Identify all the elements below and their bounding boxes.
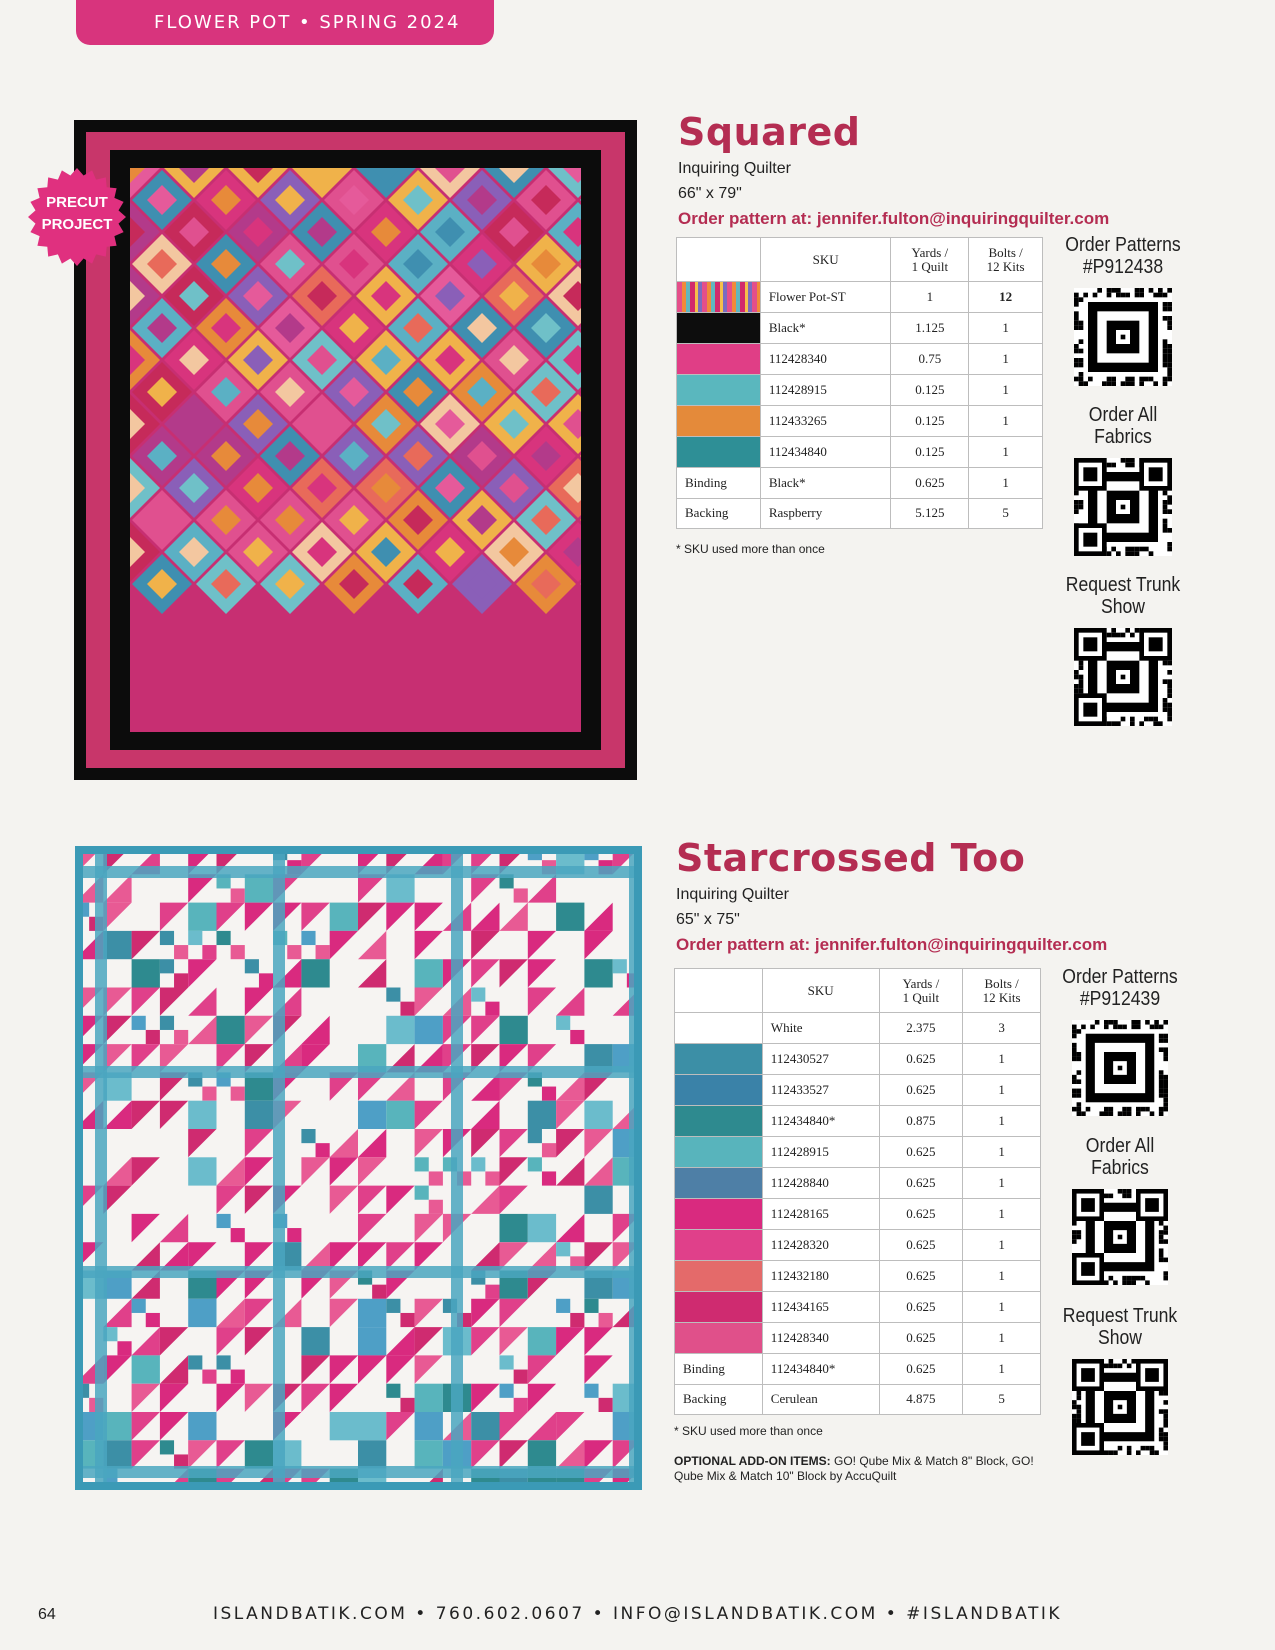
swatch-fill xyxy=(675,1323,762,1353)
bolts-cell: 1 xyxy=(969,313,1043,344)
header-yards: Yards / 1 Quilt xyxy=(891,238,969,282)
fabric-swatch xyxy=(675,1323,763,1354)
bolts-cell: 1 xyxy=(969,406,1043,437)
yards-cell: 2.375 xyxy=(879,1013,963,1044)
qr-trunk-show[interactable]: Request Trunk Show xyxy=(1050,1305,1190,1455)
table-row xyxy=(677,498,1043,529)
bolts-cell: 1 xyxy=(963,1354,1041,1385)
table-row xyxy=(675,1384,1041,1415)
table-row xyxy=(675,1013,1041,1044)
bolts-cell: 1 xyxy=(963,1230,1041,1261)
bolts-cell: 5 xyxy=(969,498,1043,529)
yards-cell: 0.625 xyxy=(879,1323,963,1354)
table-row xyxy=(675,1075,1041,1106)
qr-code-icon xyxy=(1072,1359,1168,1455)
addon-label: OPTIONAL ADD-ON ITEMS: xyxy=(674,1454,831,1468)
qr-code-icon xyxy=(1072,1020,1168,1116)
yards-cell: 0.125 xyxy=(891,437,969,468)
yards-cell: 0.625 xyxy=(879,1292,963,1323)
row-label: Binding xyxy=(677,468,761,499)
bolts-cell: 1 xyxy=(969,375,1043,406)
precut-project-badge xyxy=(28,168,126,266)
row-label: Binding xyxy=(675,1354,763,1385)
bolts-cell: 1 xyxy=(963,1075,1041,1106)
sku-cell: Black* xyxy=(760,468,891,499)
header-swatch xyxy=(677,238,761,282)
header-text: FLOWER POT • SPRING 2024 xyxy=(154,12,461,33)
swatch-fill xyxy=(675,1075,762,1105)
sku-cell: 112430527 xyxy=(762,1044,879,1075)
table-row xyxy=(677,313,1043,344)
bolts-cell: 1 xyxy=(963,1261,1041,1292)
fabric-swatch xyxy=(675,1168,763,1199)
swatch-fill xyxy=(677,313,760,343)
qr-code-icon xyxy=(1074,628,1172,726)
sku-cell: Black* xyxy=(760,313,891,344)
sku-cell: 112428340 xyxy=(762,1323,879,1354)
sku-cell: Flower Pot-ST xyxy=(760,282,891,313)
table-row xyxy=(675,1323,1041,1354)
addon-text: GO! Qube Mix & Match 8" Block, GO! Qube Mix & Match 10" Block by AccuQuilt xyxy=(674,1454,1034,1483)
project-title: Squared xyxy=(678,110,861,154)
header-bolts: Bolts / 12 Kits xyxy=(963,969,1041,1013)
bolts-cell: 1 xyxy=(969,344,1043,375)
sku-cell: 112434165 xyxy=(762,1292,879,1323)
fabric-table-squared xyxy=(676,237,1043,529)
table-row xyxy=(675,1230,1041,1261)
table-row xyxy=(677,282,1043,313)
yards-cell: 0.625 xyxy=(879,1168,963,1199)
fabric-swatch xyxy=(677,313,761,344)
header-sku: SKU xyxy=(762,969,879,1013)
yards-cell: 4.875 xyxy=(879,1384,963,1415)
fabric-swatch xyxy=(677,406,761,437)
fabric-swatch xyxy=(677,437,761,468)
yards-cell: 0.625 xyxy=(891,468,969,499)
swatch-fill xyxy=(677,282,760,312)
table-row xyxy=(675,1261,1041,1292)
project-designer: Inquiring Quilter xyxy=(676,886,789,903)
sku-cell: 112428340 xyxy=(760,344,891,375)
table-row xyxy=(675,1137,1041,1168)
bolts-cell: 1 xyxy=(963,1292,1041,1323)
row-label: Backing xyxy=(677,498,761,529)
swatch-fill xyxy=(677,406,760,436)
header-bolts: Bolts / 12 Kits xyxy=(969,238,1043,282)
qr-code-icon xyxy=(1074,458,1172,556)
swatch-fill xyxy=(675,1199,762,1229)
fabric-swatch xyxy=(675,1075,763,1106)
fabric-swatch xyxy=(675,1044,763,1075)
table-row xyxy=(675,1292,1041,1323)
squared-quilt-image xyxy=(74,120,637,780)
swatch-fill xyxy=(675,1261,762,1291)
project-size: 65" x 75" xyxy=(676,911,740,928)
bolts-cell: 1 xyxy=(963,1199,1041,1230)
project-size: 66" x 79" xyxy=(678,185,742,202)
bolts-cell: 1 xyxy=(969,468,1043,499)
sku-cell: 112428840 xyxy=(762,1168,879,1199)
fabric-swatch xyxy=(675,1230,763,1261)
badge-line-1: PRECUT xyxy=(46,194,108,211)
project-starcrossed xyxy=(676,836,1136,958)
yards-cell: 0.625 xyxy=(879,1075,963,1106)
table-row xyxy=(675,1199,1041,1230)
sku-cell: 112434840* xyxy=(762,1354,879,1385)
qr-trunk-show[interactable]: Request Trunk Show xyxy=(1053,574,1193,726)
table-row xyxy=(677,468,1043,499)
footer-contact[interactable]: ISLANDBATIK.COM • 760.602.0607 • INFO@ISLANDBATIK.COM • #ISLANDBATIK xyxy=(212,1604,1063,1624)
yards-cell: 0.75 xyxy=(891,344,969,375)
order-pattern-link[interactable]: Order pattern at: jennifer.fulton@inquiringquilter.com xyxy=(676,935,1108,954)
header-swatch xyxy=(675,969,763,1013)
bolts-cell: 12 xyxy=(969,282,1043,313)
swatch-fill xyxy=(677,375,760,405)
bolts-cell: 3 xyxy=(963,1013,1041,1044)
fabric-swatch xyxy=(675,1013,763,1044)
fabric-table-starcrossed xyxy=(674,968,1041,1415)
qr-order-fabrics[interactable]: Order All Fabrics xyxy=(1053,404,1193,556)
yards-cell: 0.125 xyxy=(891,375,969,406)
bolts-cell: 1 xyxy=(963,1044,1041,1075)
yards-cell: 5.125 xyxy=(891,498,969,529)
sku-cell: 112428915 xyxy=(760,375,891,406)
sku-cell: Cerulean xyxy=(762,1384,879,1415)
yards-cell: 0.625 xyxy=(879,1230,963,1261)
fabric-swatch xyxy=(675,1199,763,1230)
swatch-fill xyxy=(677,344,760,374)
swatch-fill xyxy=(675,1230,762,1260)
sku-cell: 112428915 xyxy=(762,1137,879,1168)
badge-line-2: PROJECT xyxy=(41,216,113,233)
header-yards: Yards / 1 Quilt xyxy=(879,969,963,1013)
yards-cell: 0.625 xyxy=(879,1137,963,1168)
footnote: * SKU used more than once xyxy=(676,542,825,556)
yards-cell: 1.125 xyxy=(891,313,969,344)
yards-cell: 0.625 xyxy=(879,1199,963,1230)
yards-cell: 0.625 xyxy=(879,1044,963,1075)
swatch-fill xyxy=(675,1137,762,1167)
swatch-fill xyxy=(675,1044,762,1074)
bolts-cell: 1 xyxy=(963,1137,1041,1168)
header-tab xyxy=(76,0,494,45)
table-row xyxy=(675,1044,1041,1075)
fabric-swatch xyxy=(677,282,761,313)
footnote: * SKU used more than once xyxy=(674,1424,823,1438)
fabric-swatch xyxy=(675,1137,763,1168)
bolts-cell: 1 xyxy=(963,1106,1041,1137)
sku-cell: 112434840* xyxy=(762,1106,879,1137)
sku-cell: 112428320 xyxy=(762,1230,879,1261)
swatch-fill xyxy=(675,1292,762,1322)
yards-cell: 0.875 xyxy=(879,1106,963,1137)
project-title: Starcrossed Too xyxy=(676,836,1026,880)
page-number: 64 xyxy=(38,1606,56,1623)
fabric-swatch xyxy=(677,344,761,375)
yards-cell: 0.625 xyxy=(879,1354,963,1385)
swatch-fill xyxy=(675,1106,762,1136)
sku-cell: 112433527 xyxy=(762,1075,879,1106)
swatch-fill xyxy=(675,1168,762,1198)
sku-cell: 112434840 xyxy=(760,437,891,468)
fabric-swatch xyxy=(675,1261,763,1292)
qr-code-icon xyxy=(1074,288,1172,386)
fabric-swatch xyxy=(677,375,761,406)
table-row xyxy=(675,1354,1041,1385)
bolts-cell: 5 xyxy=(963,1384,1041,1415)
bolts-cell: 1 xyxy=(963,1323,1041,1354)
sku-cell: 112432180 xyxy=(762,1261,879,1292)
yards-cell: 1 xyxy=(891,282,969,313)
table-row xyxy=(677,375,1043,406)
fabric-swatch xyxy=(675,1292,763,1323)
table-row xyxy=(677,437,1043,468)
bolts-cell: 1 xyxy=(963,1168,1041,1199)
swatch-fill xyxy=(677,437,760,467)
project-squared xyxy=(678,110,1138,232)
qr-order-patterns[interactable]: Order Patterns #P912439 xyxy=(1050,966,1190,1116)
qr-order-patterns[interactable]: Order Patterns #P912438 xyxy=(1053,234,1193,386)
table-row xyxy=(675,1168,1041,1199)
row-label: Backing xyxy=(675,1384,763,1415)
order-pattern-link[interactable]: Order pattern at: jennifer.fulton@inquiringquilter.com xyxy=(678,209,1110,228)
sku-cell: 112428165 xyxy=(762,1199,879,1230)
yards-cell: 0.125 xyxy=(891,406,969,437)
yards-cell: 0.625 xyxy=(879,1261,963,1292)
table-row xyxy=(677,406,1043,437)
swatch-fill xyxy=(675,1013,762,1043)
sku-cell: Raspberry xyxy=(760,498,891,529)
qr-code-icon xyxy=(1072,1189,1168,1285)
sku-cell: 112433265 xyxy=(760,406,891,437)
table-row xyxy=(677,344,1043,375)
bolts-cell: 1 xyxy=(969,437,1043,468)
sku-cell: White xyxy=(762,1013,879,1044)
optional-addon-items xyxy=(674,1454,1054,1484)
table-row xyxy=(675,1106,1041,1137)
header-sku: SKU xyxy=(760,238,891,282)
starcrossed-quilt-image xyxy=(75,846,642,1490)
qr-order-fabrics[interactable]: Order All Fabrics xyxy=(1050,1135,1190,1285)
project-designer: Inquiring Quilter xyxy=(678,160,791,177)
fabric-swatch xyxy=(675,1106,763,1137)
